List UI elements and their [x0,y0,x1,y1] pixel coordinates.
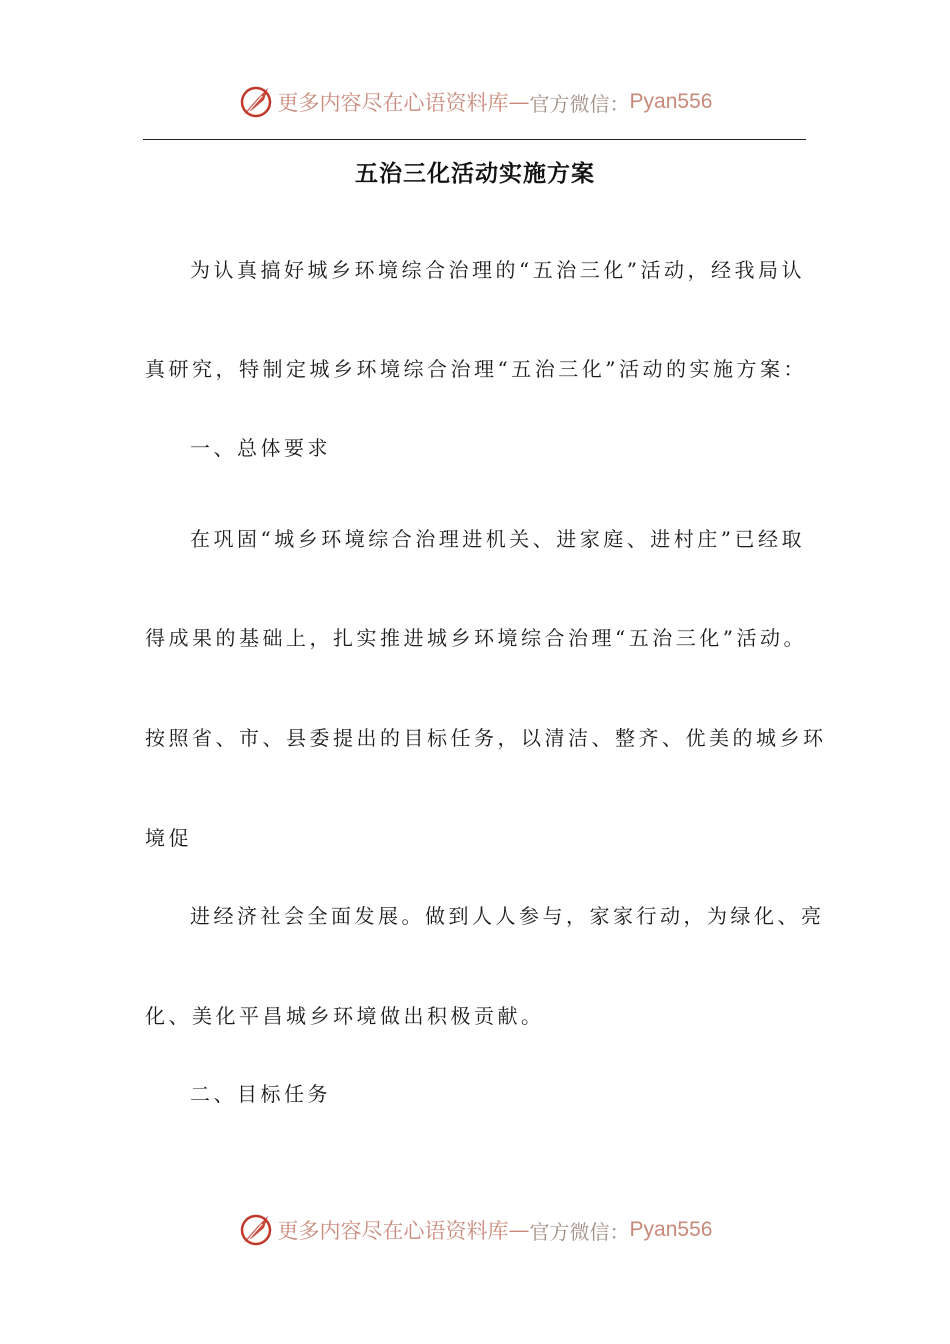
body-line: 在巩固“城乡环境综合治理进机关、进家庭、进村庄”已经取 [190,527,805,551]
footer-banner [0,1210,950,1250]
body-line: 真研究，特制定城乡环境综合治理“五治三化”活动的实施方案： [145,357,807,381]
quill-logo-icon [238,84,274,120]
document-title: 五治三化活动实施方案 [355,161,595,187]
body-line: 化、美化平昌城乡环境做出积极贡献。 [145,1004,545,1028]
body-line: 境促 [145,826,192,850]
banner-dash: — [508,90,530,114]
banner-wechat-id: Pyan556 [629,1218,713,1241]
banner-dash: — [508,1218,530,1242]
banner-site-name: 更多内容尽在心语资料库 [277,1219,509,1243]
body-line: 进经济社会全面发展。做到人人参与，家家行动，为绿化、亮 [190,904,825,928]
header-rule [143,139,806,140]
banner-wechat-id: Pyan556 [629,90,713,113]
body-line: 得成果的基础上，扎实推进城乡环境综合治理“五治三化”活动。 [145,626,807,650]
banner-wechat-label: 官方微信： [529,91,630,116]
body-line: 为认真搞好城乡环境综合治理的“五治三化”活动，经我局认 [190,258,805,282]
banner-site-name: 更多内容尽在心语资料库 [277,91,509,115]
section-heading: 一、总体要求 [190,436,331,460]
header-banner [0,82,950,122]
banner-wechat-label: 官方微信： [529,1219,630,1244]
body-line: 按照省、市、县委提出的目标任务，以清洁、整齐、优美的城乡环 [145,726,827,750]
section-heading: 二、目标任务 [190,1082,331,1106]
quill-logo-icon [238,1212,274,1248]
